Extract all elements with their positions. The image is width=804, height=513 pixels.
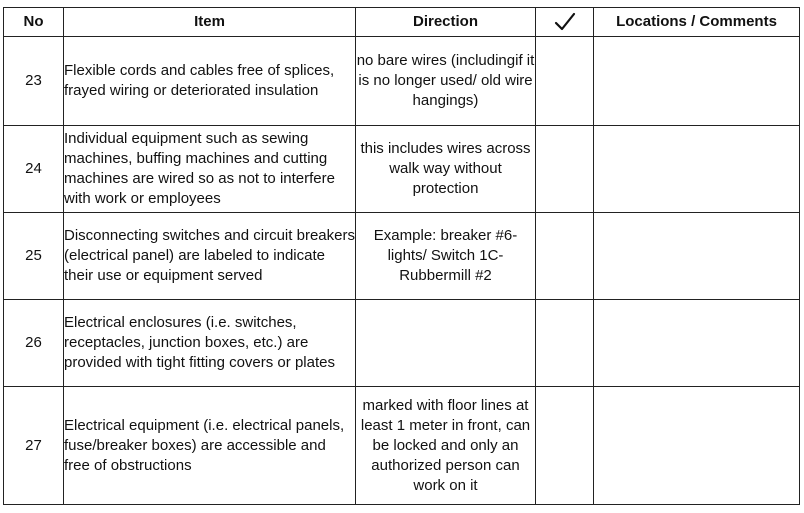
comments-cell[interactable]: [594, 387, 800, 505]
comments-cell[interactable]: [594, 37, 800, 126]
header-row: [4, 8, 800, 37]
row-number: 25: [4, 213, 64, 300]
direction-cell: this includes wires across walk way without protection: [356, 126, 536, 213]
header-check: [536, 8, 594, 37]
item-cell: Electrical enclosures (i.e. switches, receptacles, junction boxes, etc.) are provided with tight fitting covers or plates: [64, 300, 356, 387]
header-no: No: [4, 8, 64, 37]
row-number: 26: [4, 300, 64, 387]
check-cell[interactable]: [536, 213, 594, 300]
row-number: 24: [4, 126, 64, 213]
check-cell[interactable]: [536, 300, 594, 387]
check-cell[interactable]: [536, 37, 594, 126]
table-row: [4, 126, 800, 213]
header-direction: Direction: [356, 8, 536, 37]
item-cell: Electrical equipment (i.e. electrical panels, fuse/breaker boxes) are accessible and free of obstructions: [64, 387, 356, 505]
table-row: [4, 213, 800, 300]
header-locations-comments: Locations / Comments: [594, 8, 800, 37]
table-row: [4, 300, 800, 387]
direction-cell: marked with floor lines at least 1 meter in front, can be locked and only an authorized person can work on it: [356, 387, 536, 505]
check-mark-icon: [554, 12, 576, 32]
direction-cell: no bare wires (includingif it is no longer used/ old wire hangings): [356, 37, 536, 126]
table-row: [4, 37, 800, 126]
header-item: Item: [64, 8, 356, 37]
item-cell: Flexible cords and cables free of splices, frayed wiring or deteriorated insulation: [64, 37, 356, 126]
check-cell[interactable]: [536, 387, 594, 505]
comments-cell[interactable]: [594, 213, 800, 300]
direction-cell: [356, 300, 536, 387]
direction-cell: Example: breaker #6-lights/ Switch 1C- Rubbermill #2: [356, 213, 536, 300]
item-cell: Individual equipment such as sewing machines, buffing machines and cutting machines are wired so as not to interfere with work or employees: [64, 126, 356, 213]
item-cell: Disconnecting switches and circuit breakers (electrical panel) are labeled to indicate their use or equipment served: [64, 213, 356, 300]
comments-cell[interactable]: [594, 300, 800, 387]
row-number: 27: [4, 387, 64, 505]
row-number: 23: [4, 37, 64, 126]
table-row: [4, 387, 800, 505]
comments-cell[interactable]: [594, 126, 800, 213]
check-cell[interactable]: [536, 126, 594, 213]
inspection-checklist-table: [3, 7, 800, 505]
